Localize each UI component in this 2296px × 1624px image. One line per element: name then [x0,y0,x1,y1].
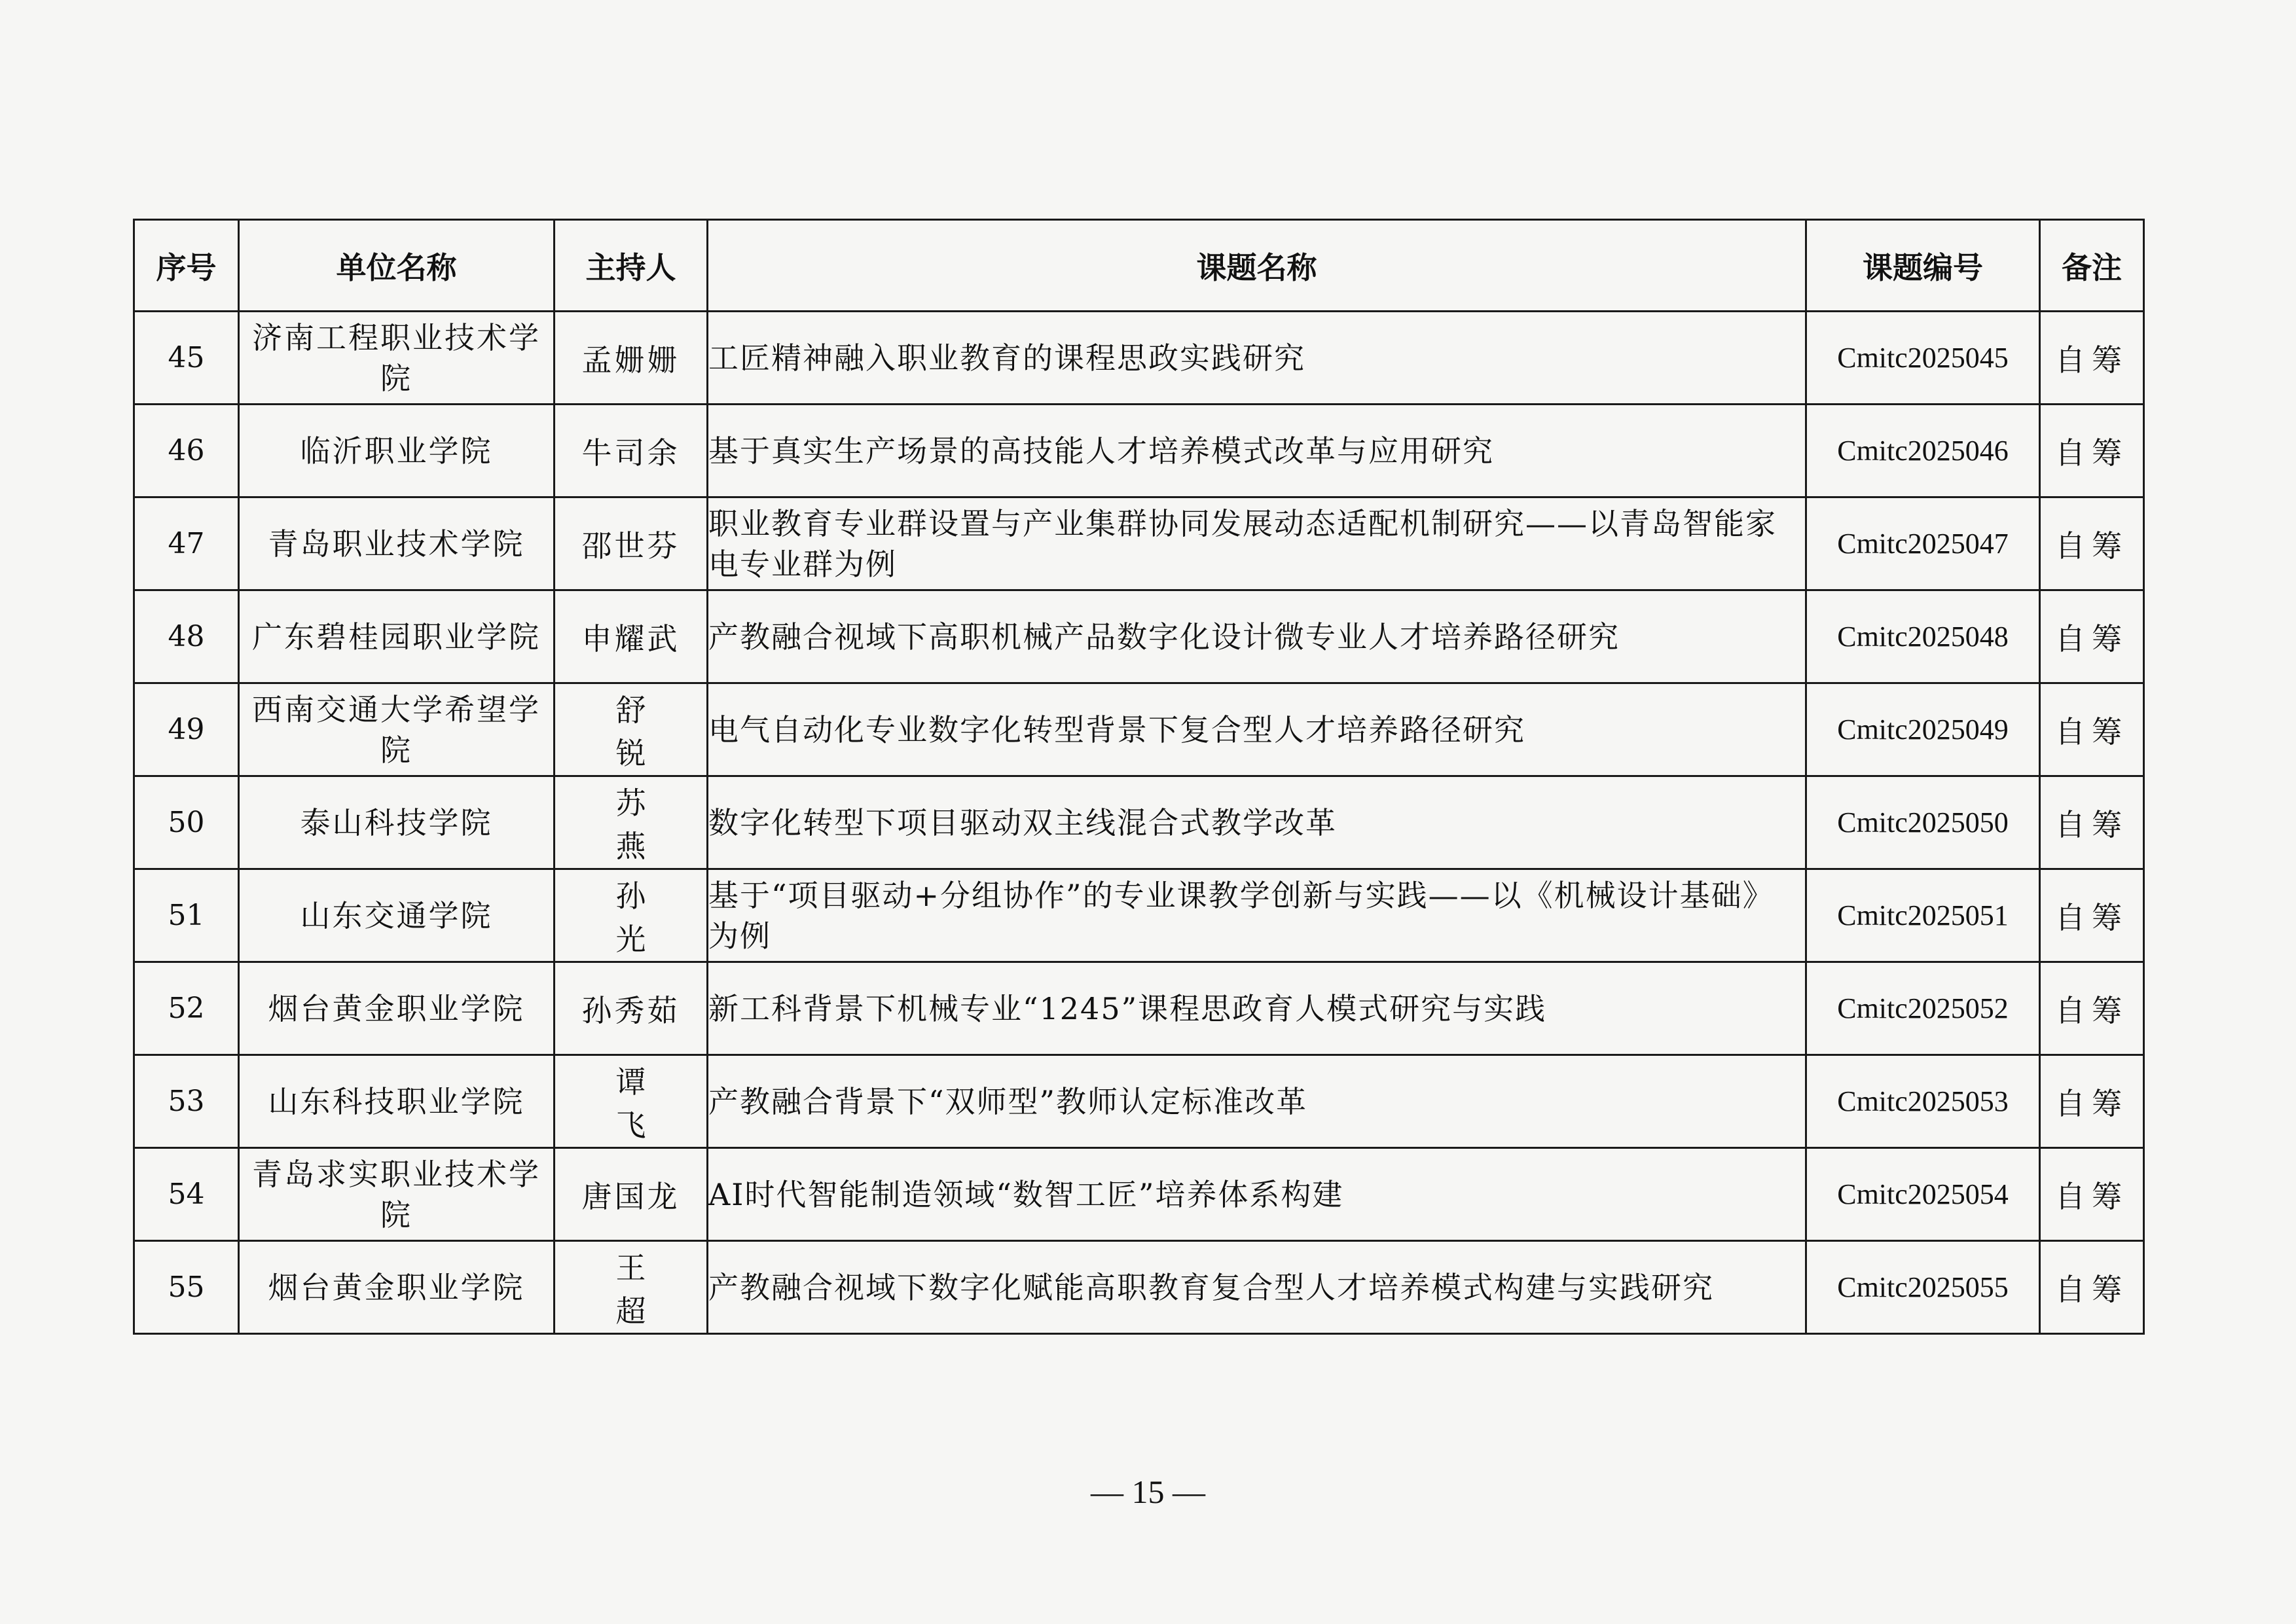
table-row [134,497,2144,590]
cell-no: 55 [134,1241,239,1334]
cell-unit: 临沂职业学院 [239,405,555,497]
cell-note: 自筹 [2040,497,2144,590]
table-row [134,1055,2144,1148]
cell-code: Cmitc2025046 [1806,405,2040,497]
cell-no: 54 [134,1148,239,1241]
cell-unit: 青岛职业技术学院 [239,497,555,590]
header-no: 序号 [134,220,239,312]
cell-host: 孟姗姗 [555,312,708,405]
header-code: 课题编号 [1806,220,2040,312]
cell-code: Cmitc2025048 [1806,590,2040,683]
header-host: 主持人 [555,220,708,312]
cell-note: 自筹 [2040,869,2144,962]
table-row [134,405,2144,497]
table-row [134,776,2144,869]
cell-no: 49 [134,683,239,776]
cell-host: 牛司余 [555,405,708,497]
cell-note: 自筹 [2040,1241,2144,1334]
cell-host: 谭飞 [555,1055,708,1148]
cell-note: 自筹 [2040,590,2144,683]
cell-note: 自筹 [2040,962,2144,1055]
cell-no: 45 [134,312,239,405]
cell-title: 数字化转型下项目驱动双主线混合式教学改革 [708,776,1806,869]
cell-title: 产教融合背景下“双师型”教师认定标准改革 [708,1055,1806,1148]
cell-code: Cmitc2025055 [1806,1241,2040,1334]
cell-host: 申耀武 [555,590,708,683]
cell-unit: 青岛求实职业技术学院 [239,1148,555,1241]
cell-note: 自筹 [2040,683,2144,776]
cell-unit: 西南交通大学希望学院 [239,683,555,776]
cell-unit: 济南工程职业技术学院 [239,312,555,405]
header-note: 备注 [2040,220,2144,312]
table-body [134,312,2144,1334]
page-number: — 15 — [1091,1473,1205,1510]
cell-title: 电气自动化专业数字化转型背景下复合型人才培养路径研究 [708,683,1806,776]
cell-unit: 山东科技职业学院 [239,1055,555,1148]
header-unit: 单位名称 [239,220,555,312]
cell-note: 自筹 [2040,1055,2144,1148]
cell-title: 工匠精神融入职业教育的课程思政实践研究 [708,312,1806,405]
cell-unit: 广东碧桂园职业学院 [239,590,555,683]
cell-note: 自筹 [2040,1148,2144,1241]
cell-unit: 泰山科技学院 [239,776,555,869]
table-row [134,312,2144,405]
table-row [134,1148,2144,1241]
cell-code: Cmitc2025047 [1806,497,2040,590]
cell-title: 基于“项目驱动+分组协作”的专业课教学创新与实践——以《机械设计基础》为例 [708,869,1806,962]
cell-no: 53 [134,1055,239,1148]
cell-code: Cmitc2025050 [1806,776,2040,869]
cell-title: 职业教育专业群设置与产业集群协同发展动态适配机制研究——以青岛智能家电专业群为例 [708,497,1806,590]
cell-unit: 烟台黄金职业学院 [239,1241,555,1334]
cell-code: Cmitc2025049 [1806,683,2040,776]
table-row [134,962,2144,1055]
cell-code: Cmitc2025045 [1806,312,2040,405]
cell-host: 邵世芬 [555,497,708,590]
cell-no: 50 [134,776,239,869]
cell-no: 47 [134,497,239,590]
cell-title: AI时代智能制造领域“数智工匠”培养体系构建 [708,1148,1806,1241]
cell-host: 舒锐 [555,683,708,776]
cell-code: Cmitc2025053 [1806,1055,2040,1148]
cell-code: Cmitc2025052 [1806,962,2040,1055]
table-row [134,590,2144,683]
cell-no: 51 [134,869,239,962]
table-row [134,1241,2144,1334]
header-row [134,220,2144,312]
cell-no: 46 [134,405,239,497]
cell-no: 52 [134,962,239,1055]
cell-note: 自筹 [2040,405,2144,497]
cell-host: 苏燕 [555,776,708,869]
cell-note: 自筹 [2040,312,2144,405]
cell-host: 唐国龙 [555,1148,708,1241]
cell-title: 产教融合视域下数字化赋能高职教育复合型人才培养模式构建与实践研究 [708,1241,1806,1334]
cell-code: Cmitc2025054 [1806,1148,2040,1241]
project-table [133,219,2145,1335]
table-header [134,220,2144,312]
cell-title: 新工科背景下机械专业“1245”课程思政育人模式研究与实践 [708,962,1806,1055]
cell-code: Cmitc2025051 [1806,869,2040,962]
table-row [134,683,2144,776]
table-row [134,869,2144,962]
cell-note: 自筹 [2040,776,2144,869]
cell-no: 48 [134,590,239,683]
cell-unit: 山东交通学院 [239,869,555,962]
cell-title: 基于真实生产场景的高技能人才培养模式改革与应用研究 [708,405,1806,497]
cell-host: 王超 [555,1241,708,1334]
cell-title: 产教融合视域下高职机械产品数字化设计微专业人才培养路径研究 [708,590,1806,683]
header-title: 课题名称 [708,220,1806,312]
cell-host: 孙光 [555,869,708,962]
cell-unit: 烟台黄金职业学院 [239,962,555,1055]
cell-host: 孙秀茹 [555,962,708,1055]
